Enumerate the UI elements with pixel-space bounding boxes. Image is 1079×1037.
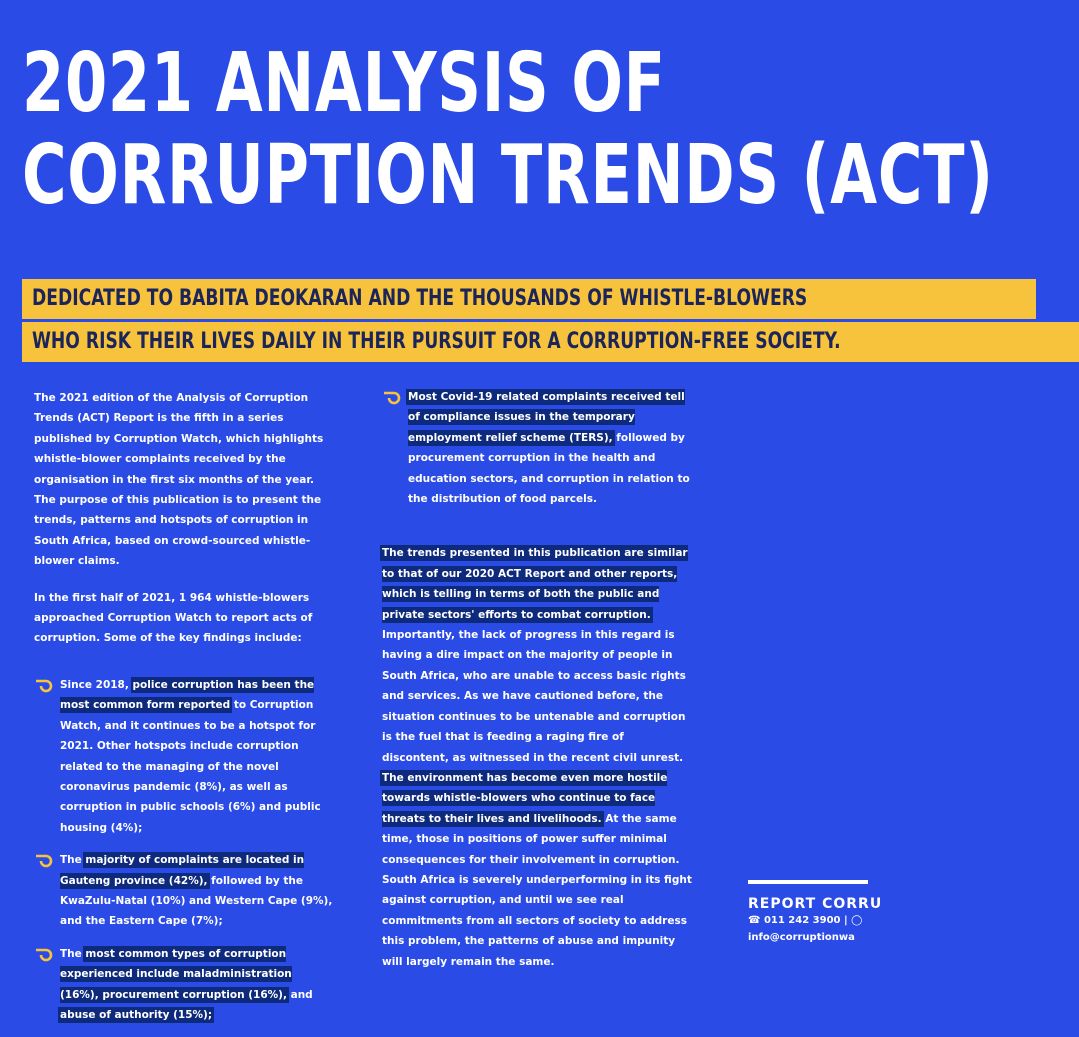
finding-item: Most Covid-19 related complaints received tell of compliance issues in the temporary employment relief scheme (TERS), followed by procurement corruption in the health and education sectors, and corruption in relation to the distribution of food parcels. (382, 387, 692, 509)
finding-item: Since 2018, police corruption has been the most common form reported to Corruption Watch, and it continues to be a hotspot for 2021. Other hotspots include corruption related to the managing of the novel coronavirus pandemic (8%), as well as corruption in public schools (6%) and public housing (4%); (34, 675, 334, 838)
finding-item: The majority of complaints are located in Gauteng province (42%), followed by the KwaZulu-Natal (10%) and Western Cape (9%), and the Eastern Cape (7%); (34, 850, 334, 932)
right-column (382, 387, 692, 988)
title-line-2: CORRUPTION TRENDS (ACT) (22, 128, 994, 223)
trends-paragraph: The trends presented in this publication are similar to that of our 2020 ACT Report and other reports, which is telling in terms of both the public and private sectors' efforts to combat corruption. Importantly, the lack of progress in this regard is having a dire impact on the majority of people in South Africa, who are unable to access basic rights and services. As we have cautioned before, the situation continues to be untenable and corruption is the fuel that is feeding a raging fire of discontent, as witnessed in the recent civil unrest. (382, 547, 688, 764)
cw-bullet-icon (34, 678, 52, 692)
intro-paragraph: The 2021 edition of the Analysis of Corruption Trends (ACT) Report is the fifth in a series published by Corruption Watch, which highlights whistle-blower complaints received by the organisation in the first six months of the year. The purpose of this publication is to present the trends, patterns and hotspots of corruption in South Africa, based on crowd-sourced whistle-blower claims. (34, 392, 324, 568)
cw-bullet-icon (34, 853, 52, 867)
dedication-text-2: WHO RISK THEIR LIVES DAILY IN THEIR PURSUIT FOR A CORRUPTION-FREE SOCIETY. (32, 329, 841, 354)
highlight: abuse of authority (15%); (60, 1008, 213, 1021)
page-title (22, 36, 994, 223)
report-contact-line: ☎ 011 242 3900 | ◯ (748, 915, 863, 926)
report-email[interactable]: info@corruptionwa (748, 932, 855, 943)
finding-item: The most common types of corruption experienced include maladministration (16%), procurement corruption (16%), and abuse of authority (15%); (34, 944, 334, 1026)
highlight: majority of complaints are located in Gauteng province (42%), (60, 854, 305, 887)
environment-paragraph: The environment has become even more hostile towards whistle-blowers who continue to face threats to their lives and livelihoods. At the same time, those in positions of power suffer minimal consequences for their involvement in corruption. South Africa is severely underperforming in its fight against corruption, and until we see real commitments from all sectors of society to address this problem, the patterns of abuse and impunity will largely remain the same. (382, 771, 692, 968)
cw-bullet-icon (382, 390, 400, 404)
phone-icon: ☎ (748, 915, 761, 926)
highlight: Most Covid-19 related complaints received tell of compliance issues in the temporary employment relief scheme (TERS), (408, 391, 685, 444)
highlight: police corruption has been the most common form reported (60, 678, 315, 712)
highlight: The trends presented in this publication are similar to that of our 2020 ACT Report and other reports, which is telling in terms of both the public and private sectors' efforts to combat corruption. (382, 547, 688, 621)
whatsapp-icon: ◯ (851, 915, 863, 926)
phone-number[interactable]: 011 242 3900 (763, 915, 841, 926)
report-corruption-box (748, 880, 883, 946)
dedication-text-1: DEDICATED TO BABITA DEOKARAN AND THE THOUSANDS OF WHISTLE-BLOWERS (32, 286, 808, 311)
highlight: most common types of corruption experienced include maladministration (16%), procurement corruption (16%), (60, 947, 292, 1001)
report-title: REPORT CORRU (748, 896, 883, 912)
findings-paragraph: In the first half of 2021, 1 964 whistle-blowers approached Corruption Watch to report acts of corruption. Some of the key findings include: (34, 591, 313, 645)
highlight: The environment has become even more hostile towards whistle-blowers who continue to face threats to their lives and livelihoods. (382, 771, 668, 825)
dedication-banner-line-1 (22, 279, 1036, 319)
title-line-1: 2021 ANALYSIS OF (22, 36, 666, 131)
cw-bullet-icon (34, 947, 52, 961)
dedication-banner-line-2 (22, 322, 1079, 362)
left-column (34, 388, 334, 1037)
